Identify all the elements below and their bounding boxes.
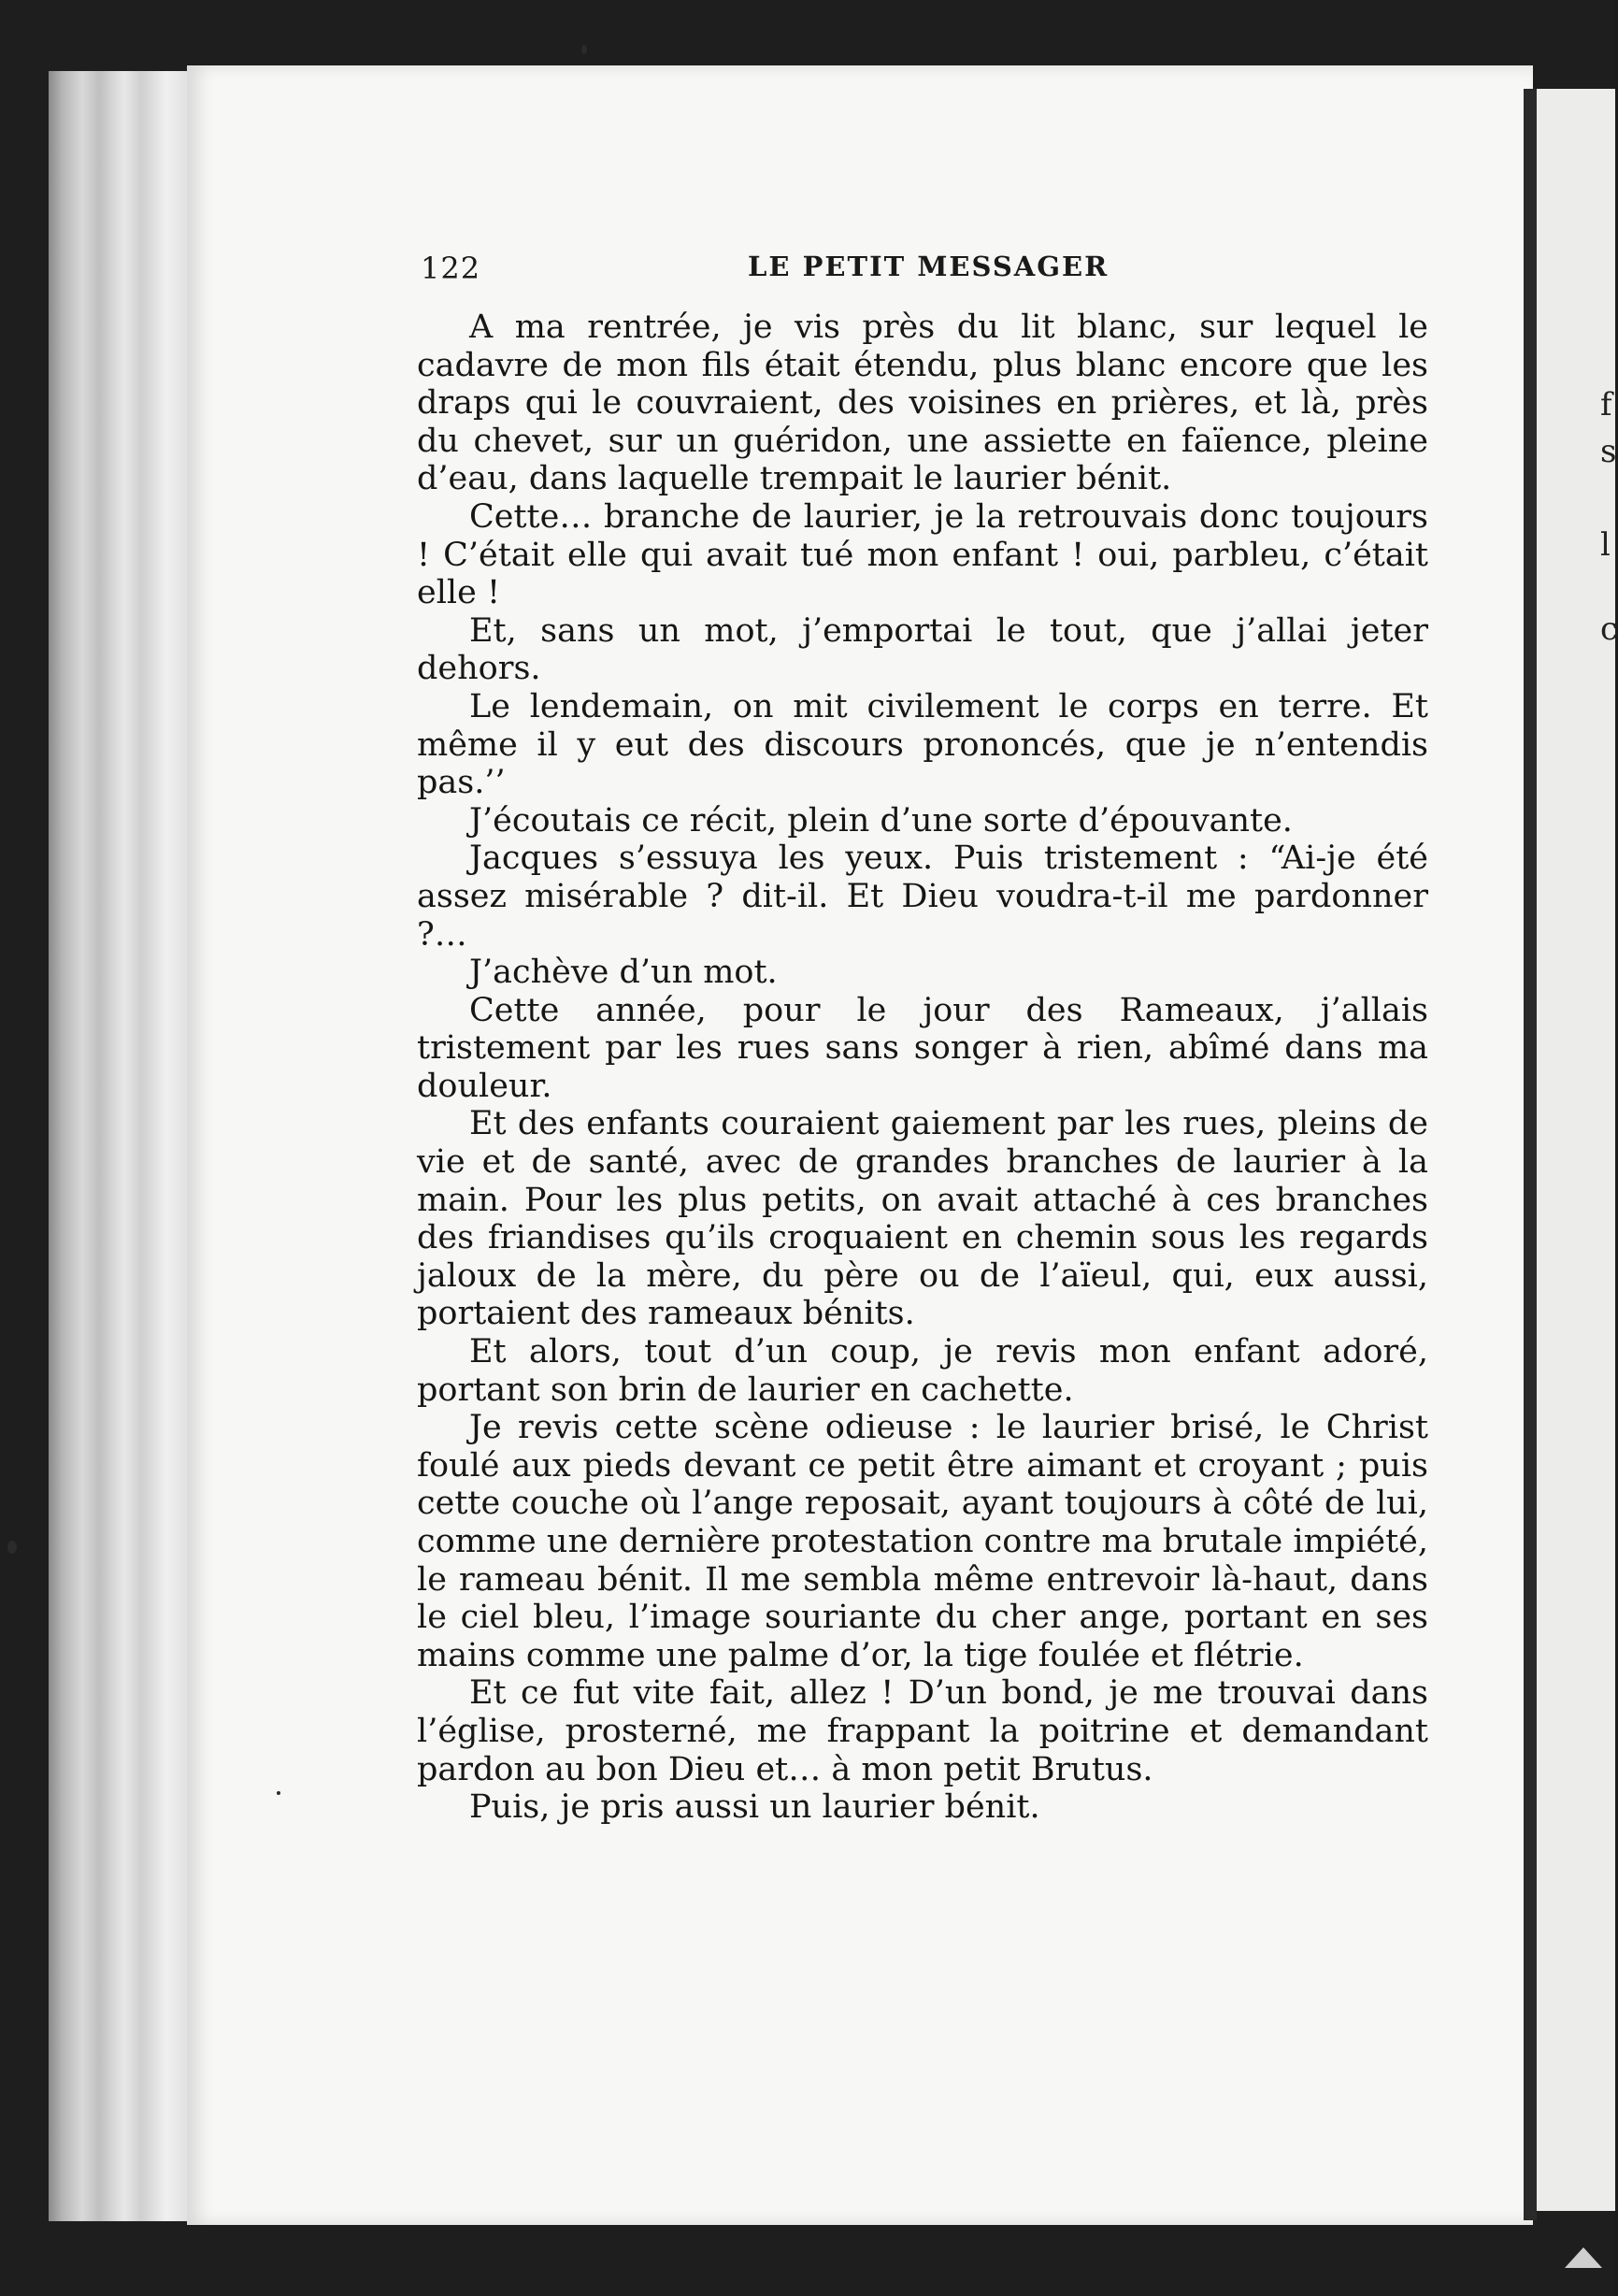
page-number: 122	[421, 251, 481, 286]
paragraph: Et ce fut vite fait, allez ! D’un bond, je me trouvai dans l’église, prosterné, me frappant la poitrine et demandant pardon au bon Dieu et… à mon petit Brutus.	[417, 1674, 1428, 1788]
book-gutter	[1524, 89, 1537, 2220]
page-body	[417, 309, 1428, 1827]
paragraph: Cette… branche de laurier, je la retrouvais donc toujours ! C’était elle qui avait tué mon enfant ! oui, parbleu, c’était elle !	[417, 497, 1428, 612]
paragraph: Et, sans un mot, j’emportai le tout, que j’allai jeter dehors.	[417, 611, 1428, 688]
paragraph: Et alors, tout d’un coup, je revis mon enfant adoré, portant son brin de laurier en cachette.	[417, 1333, 1428, 1409]
facing-page-letter: l	[1600, 526, 1611, 564]
paragraph: J’achève d’un mot.	[469, 954, 778, 992]
page-header	[421, 251, 1430, 292]
facing-page-edge	[1537, 89, 1618, 2211]
paragraph: Je revis cette scène odieuse : le laurier brisé, le Christ foulé aux pieds devant ce petit être aimant et croyant ; puis cette couche où l’ange reposait, ayant toujours à côté de lui, comme une dernière protestation contre ma brutale impiété, le rameau bénit. Il me sembla même entrevoir là-haut, dans le ciel bleu, l’image souriante du cher ange, portant en ses mains comme une palme d’or, la tige foulée et flétrie.	[417, 1409, 1428, 1674]
facing-page-letter: s	[1600, 433, 1617, 470]
paragraph: Cette année, pour le jour des Rameaux, j’allais tristement par les rues sans songer à rien, abîmé dans ma douleur.	[417, 991, 1428, 1105]
paragraph: Et des enfants couraient gaiement par les rues, pleins de vie et de santé, avec de grandes branches de laurier à la main. Pour les plus petits, on avait attaché à ces branches des friandises qu’ils croquaient en chemin sous les regards jaloux de la mère, du père ou de l’aïeul, qui, eux aussi, portaient des rameaux bénits.	[417, 1105, 1428, 1333]
facing-page-letter: f	[1600, 386, 1612, 423]
paragraph: Le lendemain, on mit civilement le corps en terre. Et même il y eut des discours prononcés, que je n’entendis pas.’’	[417, 687, 1428, 802]
scan-speck	[277, 1791, 280, 1795]
paragraph: Jacques s’essuya les yeux. Puis tristement : “Ai-je été assez misérable ? dit-il. Et Dieu voudra-t-il me pardonner ?…	[417, 839, 1428, 954]
paragraph: Puis, je pris aussi un laurier bénit.	[469, 1788, 1040, 1827]
scan-speck	[581, 45, 587, 54]
running-title: LE PETIT MESSAGER	[748, 251, 1110, 282]
paragraph: A ma rentrée, je vis près du lit blanc, sur lequel le cadavre de mon fils était étendu, plus blanc encore que les draps qui le couvraient, des voisines en prières, et là, près du chevet, sur un guéridon, une assiette en faïence, pleine d’eau, dans laquelle trempait le laurier bénit.	[417, 309, 1428, 498]
scan-speck	[7, 1541, 17, 1554]
paragraph: J’écoutais ce récit, plein d’une sorte d’épouvante.	[469, 801, 1293, 839]
facing-page-letter: c	[1600, 610, 1618, 648]
corner-mark	[1565, 2247, 1602, 2268]
